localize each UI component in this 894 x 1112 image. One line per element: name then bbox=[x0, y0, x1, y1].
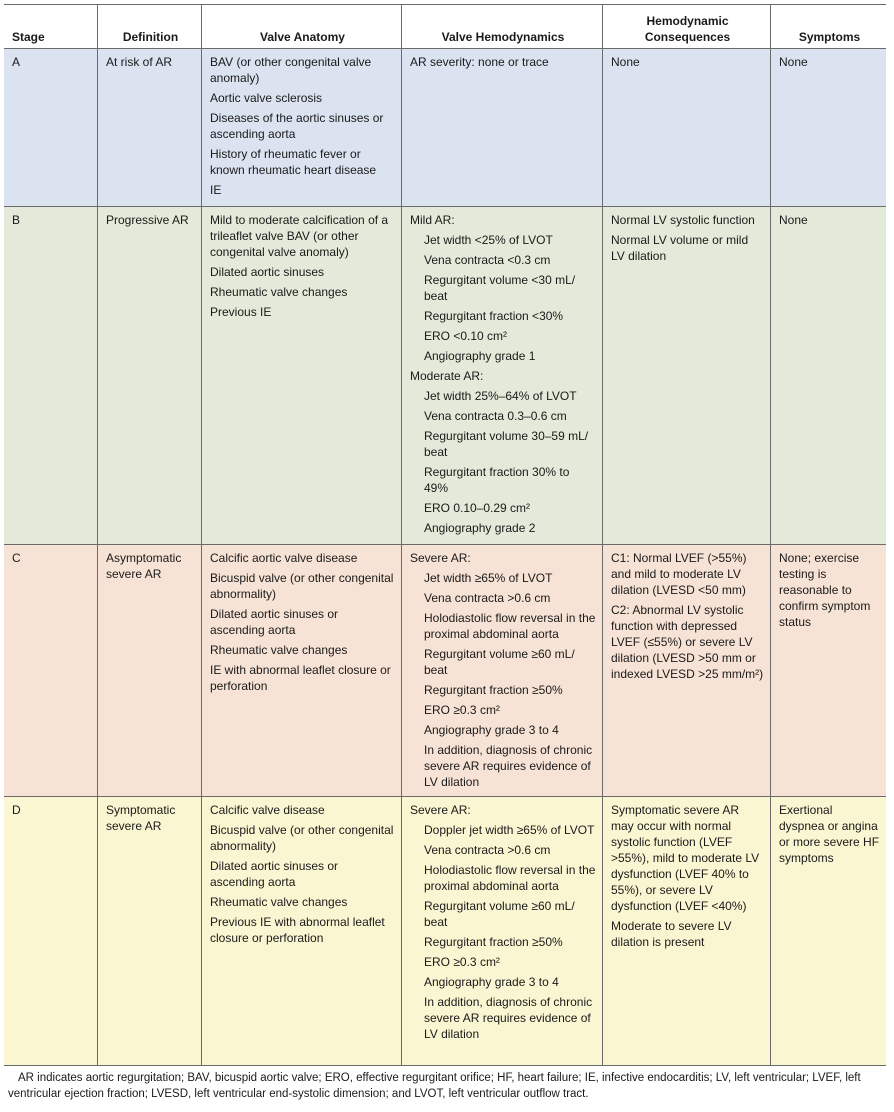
header-hemodynamic-consequences: Hemodynamic Consequences bbox=[602, 5, 770, 48]
table-footnote: AR indicates aortic regurgitation; BAV, bicuspid aortic valve; ERO, effective regurgitant orifice; HF, heart failure; IE, infective endocarditis; LV, left ventricular; LVEF, left ventricular ejection fraction; LVESD, left ventricular end-systolic dimension; and LVOT, left ventricular outflow tract. bbox=[8, 1072, 861, 1100]
hemodynamics-item: Vena contracta >0.6 cm bbox=[424, 843, 551, 857]
anatomy-item: Calcific valve disease bbox=[210, 803, 325, 817]
consequence-item: Moderate to severe LV dilation is present bbox=[611, 919, 732, 949]
hemodynamics-group-title: Moderate AR: bbox=[410, 369, 484, 383]
hemodynamics-item: Jet width <25% of LVOT bbox=[424, 233, 553, 247]
hemodynamics-item: Vena contracta 0.3–0.6 cm bbox=[424, 409, 567, 423]
header-valve-anatomy: Valve Anatomy bbox=[201, 5, 401, 48]
hemodynamics-item: ERO 0.10–0.29 cm² bbox=[424, 501, 531, 515]
anatomy-item: Previous IE bbox=[210, 305, 272, 319]
hemodynamics-item: Regurgitant fraction ≥50% bbox=[424, 935, 563, 949]
consequence-item: Symptomatic severe AR may occur with normal systolic function (LVEF >55%), mild to moderate LV dysfunction (LVEF 40% to 55%), or severe LV dysfunction (LVEF <40%) bbox=[611, 803, 760, 913]
hemodynamics-item: AR severity: none or trace bbox=[410, 55, 549, 69]
anatomy-item: Bicuspid valve (or other congenital abnormality) bbox=[210, 823, 394, 853]
hemodynamics-item: Jet width ≥65% of LVOT bbox=[424, 571, 553, 585]
anatomy-cell bbox=[201, 49, 401, 206]
consequence-item: C2: Abnormal LV systolic function with depressed LVEF (≤55%) or severe LV dilation (LVESD >50 mm or indexed LVESD >25 mm/m²) bbox=[611, 603, 764, 681]
hemodynamics-item: ERO ≥0.3 cm² bbox=[424, 703, 500, 717]
anatomy-item: Rheumatic valve changes bbox=[210, 643, 348, 657]
consequences-cell bbox=[602, 797, 770, 1065]
hemodynamics-item: In addition, diagnosis of chronic severe AR requires evidence of LV dilation bbox=[424, 743, 593, 789]
hemodynamics-item: ERO <0.10 cm² bbox=[424, 329, 508, 343]
consequences-cell bbox=[602, 207, 770, 544]
anatomy-item: Rheumatic valve changes bbox=[210, 895, 348, 909]
consequence-item: None bbox=[611, 55, 640, 69]
stage-cell: A bbox=[12, 55, 21, 69]
table-row-stage-b bbox=[4, 206, 886, 544]
symptoms-cell: None bbox=[770, 49, 886, 206]
anatomy-item: Dilated aortic sinuses or ascending aorta bbox=[210, 607, 339, 637]
stage-cell: B bbox=[12, 213, 21, 227]
hemodynamics-group-title: Severe AR: bbox=[410, 803, 471, 817]
table-row-stage-a bbox=[4, 48, 886, 206]
hemodynamics-group-title: Mild AR: bbox=[410, 213, 455, 227]
anatomy-item: IE with abnormal leaflet closure or perforation bbox=[210, 663, 391, 693]
hemodynamics-item: Doppler jet width ≥65% of LVOT bbox=[424, 823, 595, 837]
consequences-cell bbox=[602, 49, 770, 206]
hemodynamics-item: Holodiastolic flow reversal in the proximal abdominal aorta bbox=[424, 863, 596, 893]
symptoms-cell: None bbox=[770, 207, 886, 544]
anatomy-item: Bicuspid valve (or other congenital abnormality) bbox=[210, 571, 394, 601]
hemodynamics-item: Regurgitant volume ≥60 mL/ beat bbox=[424, 647, 575, 677]
anatomy-item: History of rheumatic fever or known rheumatic heart disease bbox=[210, 147, 377, 177]
hemodynamics-item: Regurgitant volume <30 mL/ beat bbox=[424, 273, 576, 303]
hemodynamics-item: Angiography grade 2 bbox=[424, 521, 536, 535]
header-definition: Definition bbox=[97, 5, 201, 48]
table-row-stage-c bbox=[4, 544, 886, 796]
definition-cell: At risk of AR bbox=[97, 49, 201, 206]
anatomy-item: Mild to moderate calcification of a trileaflet valve BAV (or other congenital valve anomaly) bbox=[210, 213, 389, 259]
anatomy-item: Calcific aortic valve disease bbox=[210, 551, 358, 565]
hemodynamics-item: Regurgitant fraction 30% to 49% bbox=[424, 465, 570, 495]
hemodynamics-item: Vena contracta >0.6 cm bbox=[424, 591, 551, 605]
consequence-item: Normal LV systolic function bbox=[611, 213, 755, 227]
definition-cell: Symptomatic severe AR bbox=[97, 797, 201, 1065]
hemodynamics-item: Regurgitant volume ≥60 mL/ beat bbox=[424, 899, 575, 929]
header-stage: Stage bbox=[12, 30, 45, 44]
definition-cell: Asymptomatic severe AR bbox=[97, 545, 201, 796]
anatomy-item: Diseases of the aortic sinuses or ascending aorta bbox=[210, 111, 384, 141]
hemodynamics-item: Angiography grade 1 bbox=[424, 349, 536, 363]
table-header bbox=[4, 4, 886, 48]
anatomy-cell bbox=[201, 797, 401, 1065]
symptoms-cell: Exertional dyspnea or angina or more severe HF symptoms bbox=[770, 797, 886, 1065]
hemodynamics-cell bbox=[401, 207, 602, 544]
definition-cell: Progressive AR bbox=[97, 207, 201, 544]
stage-cell: D bbox=[12, 803, 21, 817]
hemodynamics-cell bbox=[401, 545, 602, 796]
hemodynamics-item: Vena contracta <0.3 cm bbox=[424, 253, 551, 267]
symptoms-cell: None; exercise testing is reasonable to confirm symptom status bbox=[770, 545, 886, 796]
header-valve-hemodynamics: Valve Hemodynamics bbox=[401, 5, 602, 48]
table-row-stage-d bbox=[4, 796, 886, 1066]
header-symptoms: Symptoms bbox=[770, 5, 886, 48]
hemodynamics-item: Regurgitant fraction ≥50% bbox=[424, 683, 563, 697]
anatomy-item: BAV (or other congenital valve anomaly) bbox=[210, 55, 372, 85]
stage-cell: C bbox=[12, 551, 21, 565]
hemodynamics-item: Regurgitant volume 30–59 mL/ beat bbox=[424, 429, 589, 459]
consequence-item: Normal LV volume or mild LV dilation bbox=[611, 233, 749, 263]
anatomy-item: Dilated aortic sinuses or ascending aorta bbox=[210, 859, 339, 889]
hemodynamics-item: Regurgitant fraction <30% bbox=[424, 309, 564, 323]
hemodynamics-cell bbox=[401, 797, 602, 1065]
hemodynamics-cell bbox=[401, 49, 602, 206]
hemodynamics-item: In addition, diagnosis of chronic severe AR requires evidence of LV dilation bbox=[424, 995, 593, 1041]
consequences-cell bbox=[602, 545, 770, 796]
anatomy-item: Dilated aortic sinuses bbox=[210, 265, 325, 279]
consequence-item: C1: Normal LVEF (>55%) and mild to moderate LV dilation (LVESD <50 mm) bbox=[611, 551, 747, 597]
hemodynamics-item: Jet width 25%–64% of LVOT bbox=[424, 389, 577, 403]
anatomy-cell bbox=[201, 207, 401, 544]
hemodynamics-item: Holodiastolic flow reversal in the proximal abdominal aorta bbox=[424, 611, 596, 641]
anatomy-item: Previous IE with abnormal leaflet closure or perforation bbox=[210, 915, 385, 945]
anatomy-item: IE bbox=[210, 183, 222, 197]
anatomy-cell bbox=[201, 545, 401, 796]
hemodynamics-item: ERO ≥0.3 cm² bbox=[424, 955, 500, 969]
anatomy-item: Aortic valve sclerosis bbox=[210, 91, 323, 105]
hemodynamics-group-title: Severe AR: bbox=[410, 551, 471, 565]
anatomy-item: Rheumatic valve changes bbox=[210, 285, 348, 299]
hemodynamics-item: Angiography grade 3 to 4 bbox=[424, 975, 559, 989]
hemodynamics-item: Angiography grade 3 to 4 bbox=[424, 723, 559, 737]
